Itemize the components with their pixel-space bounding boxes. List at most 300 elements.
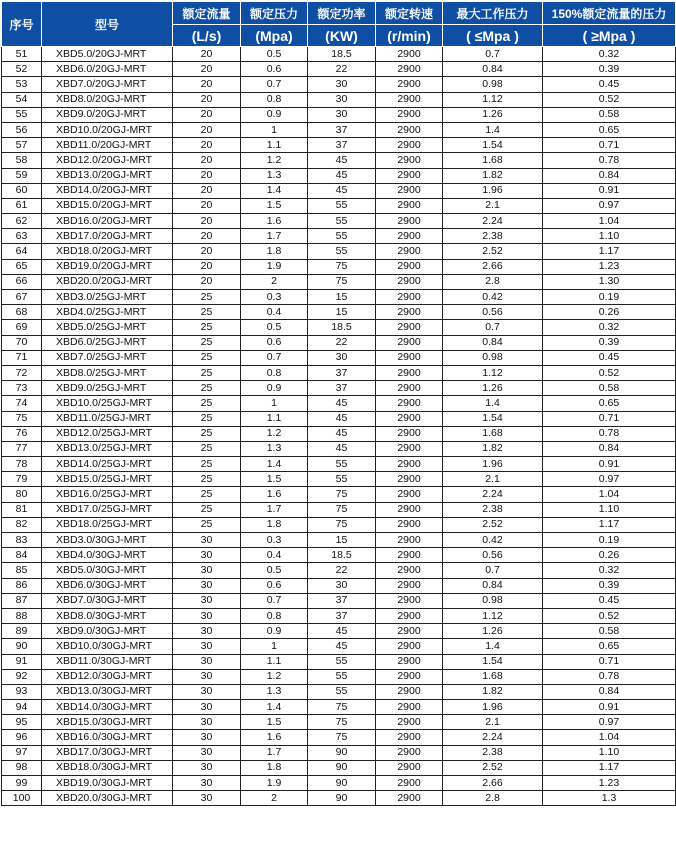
- table-row: [2, 426, 676, 441]
- cell-model: XBD9.0/20GJ-MRT: [42, 107, 173, 122]
- cell-power: 75: [308, 715, 376, 730]
- cell-power: 45: [308, 396, 376, 411]
- cell-pressure-150: 1.10: [543, 502, 676, 517]
- cell-pressure: 0.7: [241, 593, 308, 608]
- cell-pressure: 1.8: [241, 760, 308, 775]
- cell-speed: 2900: [376, 92, 443, 107]
- cell-pressure-150: 0.84: [543, 441, 676, 456]
- cell-pressure-150: 0.19: [543, 290, 676, 305]
- cell-power: 55: [308, 472, 376, 487]
- cell-pressure: 0.9: [241, 107, 308, 122]
- cell-power: 45: [308, 168, 376, 183]
- cell-power: 75: [308, 730, 376, 745]
- cell-power: 37: [308, 381, 376, 396]
- cell-max-pressure: 1.68: [443, 426, 543, 441]
- cell-flow: 30: [173, 745, 241, 760]
- cell-pressure: 1.2: [241, 153, 308, 168]
- cell-max-pressure: 2.24: [443, 214, 543, 229]
- cell-max-pressure: 0.98: [443, 593, 543, 608]
- cell-power: 30: [308, 578, 376, 593]
- cell-max-pressure: 0.56: [443, 305, 543, 320]
- cell-model: XBD6.0/25GJ-MRT: [42, 335, 173, 350]
- cell-power: 37: [308, 608, 376, 623]
- cell-speed: 2900: [376, 305, 443, 320]
- table-row: [2, 684, 676, 699]
- table-row: [2, 730, 676, 745]
- cell-speed: 2900: [376, 533, 443, 548]
- table-row: [2, 396, 676, 411]
- cell-model: XBD5.0/20GJ-MRT: [42, 47, 173, 62]
- cell-speed: 2900: [376, 684, 443, 699]
- table-row: [2, 62, 676, 77]
- table-row: [2, 198, 676, 213]
- cell-seq: 89: [2, 624, 42, 639]
- cell-model: XBD8.0/30GJ-MRT: [42, 608, 173, 623]
- cell-speed: 2900: [376, 198, 443, 213]
- cell-model: XBD18.0/30GJ-MRT: [42, 760, 173, 775]
- cell-model: XBD11.0/25GJ-MRT: [42, 411, 173, 426]
- cell-flow: 30: [173, 776, 241, 791]
- cell-model: XBD13.0/20GJ-MRT: [42, 168, 173, 183]
- cell-seq: 63: [2, 229, 42, 244]
- table-row: [2, 624, 676, 639]
- cell-pressure-150: 0.45: [543, 350, 676, 365]
- cell-max-pressure: 0.42: [443, 290, 543, 305]
- cell-seq: 81: [2, 502, 42, 517]
- cell-pressure: 1.3: [241, 684, 308, 699]
- cell-seq: 96: [2, 730, 42, 745]
- cell-pressure-150: 0.84: [543, 684, 676, 699]
- cell-pressure: 1.5: [241, 715, 308, 730]
- cell-max-pressure: 2.24: [443, 730, 543, 745]
- cell-pressure-150: 0.78: [543, 426, 676, 441]
- cell-model: XBD15.0/20GJ-MRT: [42, 198, 173, 213]
- table-row: [2, 168, 676, 183]
- cell-power: 15: [308, 290, 376, 305]
- cell-power: 55: [308, 244, 376, 259]
- cell-pressure-150: 0.52: [543, 92, 676, 107]
- header-power-unit: (KW): [308, 25, 376, 47]
- cell-seq: 65: [2, 259, 42, 274]
- table-row: [2, 517, 676, 532]
- cell-power: 55: [308, 229, 376, 244]
- cell-max-pressure: 0.84: [443, 62, 543, 77]
- cell-max-pressure: 2.38: [443, 229, 543, 244]
- cell-pressure: 0.5: [241, 320, 308, 335]
- cell-pressure: 0.9: [241, 381, 308, 396]
- cell-pressure-150: 0.97: [543, 715, 676, 730]
- table-row: [2, 791, 676, 806]
- table-row: [2, 365, 676, 380]
- cell-seq: 64: [2, 244, 42, 259]
- cell-flow: 30: [173, 578, 241, 593]
- cell-speed: 2900: [376, 700, 443, 715]
- table-row: [2, 411, 676, 426]
- cell-flow: 30: [173, 700, 241, 715]
- table-row: [2, 77, 676, 92]
- cell-flow: 30: [173, 760, 241, 775]
- cell-speed: 2900: [376, 381, 443, 396]
- cell-power: 45: [308, 624, 376, 639]
- cell-seq: 52: [2, 62, 42, 77]
- table-row: [2, 502, 676, 517]
- cell-max-pressure: 1.26: [443, 624, 543, 639]
- cell-pressure: 0.3: [241, 533, 308, 548]
- cell-pressure-150: 0.52: [543, 365, 676, 380]
- table-row: [2, 92, 676, 107]
- cell-model: XBD4.0/25GJ-MRT: [42, 305, 173, 320]
- cell-model: XBD15.0/25GJ-MRT: [42, 472, 173, 487]
- cell-max-pressure: 0.7: [443, 563, 543, 578]
- cell-speed: 2900: [376, 563, 443, 578]
- cell-flow: 20: [173, 92, 241, 107]
- cell-pressure: 0.8: [241, 92, 308, 107]
- cell-model: XBD17.0/25GJ-MRT: [42, 502, 173, 517]
- cell-seq: 73: [2, 381, 42, 396]
- cell-flow: 30: [173, 654, 241, 669]
- cell-speed: 2900: [376, 411, 443, 426]
- header-flow: 额定流量: [173, 2, 241, 25]
- cell-pressure: 0.6: [241, 335, 308, 350]
- cell-power: 75: [308, 700, 376, 715]
- cell-pressure-150: 0.78: [543, 153, 676, 168]
- cell-pressure-150: 0.32: [543, 563, 676, 578]
- cell-pressure-150: 0.91: [543, 700, 676, 715]
- table-row: [2, 548, 676, 563]
- cell-max-pressure: 1.96: [443, 457, 543, 472]
- cell-model: XBD11.0/20GJ-MRT: [42, 138, 173, 153]
- cell-max-pressure: 0.42: [443, 533, 543, 548]
- table-row: [2, 259, 676, 274]
- cell-max-pressure: 1.96: [443, 700, 543, 715]
- cell-flow: 25: [173, 441, 241, 456]
- cell-pressure: 1: [241, 122, 308, 137]
- table-row: [2, 472, 676, 487]
- cell-pressure: 2: [241, 791, 308, 806]
- cell-seq: 75: [2, 411, 42, 426]
- cell-pressure-150: 0.45: [543, 77, 676, 92]
- cell-model: XBD16.0/30GJ-MRT: [42, 730, 173, 745]
- cell-speed: 2900: [376, 138, 443, 153]
- cell-power: 22: [308, 563, 376, 578]
- cell-pressure-150: 1.23: [543, 259, 676, 274]
- cell-pressure: 1.6: [241, 487, 308, 502]
- cell-flow: 20: [173, 77, 241, 92]
- cell-max-pressure: 1.82: [443, 441, 543, 456]
- cell-model: XBD10.0/20GJ-MRT: [42, 122, 173, 137]
- cell-flow: 30: [173, 669, 241, 684]
- cell-power: 45: [308, 153, 376, 168]
- cell-power: 55: [308, 684, 376, 699]
- cell-max-pressure: 2.38: [443, 502, 543, 517]
- cell-pressure: 0.4: [241, 305, 308, 320]
- cell-seq: 88: [2, 608, 42, 623]
- cell-flow: 30: [173, 715, 241, 730]
- cell-speed: 2900: [376, 517, 443, 532]
- cell-seq: 99: [2, 776, 42, 791]
- cell-model: XBD14.0/30GJ-MRT: [42, 700, 173, 715]
- header-max-pressure-unit: ( ≤Mpa ): [443, 25, 543, 47]
- cell-pressure-150: 0.39: [543, 578, 676, 593]
- cell-pressure-150: 1.17: [543, 517, 676, 532]
- cell-max-pressure: 0.7: [443, 320, 543, 335]
- cell-pressure: 1.9: [241, 776, 308, 791]
- cell-max-pressure: 1.4: [443, 396, 543, 411]
- cell-pressure: 1.6: [241, 214, 308, 229]
- table-row: [2, 153, 676, 168]
- cell-pressure: 1.2: [241, 426, 308, 441]
- cell-pressure-150: 0.97: [543, 198, 676, 213]
- cell-speed: 2900: [376, 639, 443, 654]
- header-max-pressure: 最大工作压力: [443, 2, 543, 25]
- cell-model: XBD14.0/25GJ-MRT: [42, 457, 173, 472]
- cell-pressure: 1.1: [241, 138, 308, 153]
- table-row: [2, 229, 676, 244]
- cell-power: 30: [308, 92, 376, 107]
- cell-flow: 30: [173, 548, 241, 563]
- cell-power: 22: [308, 62, 376, 77]
- cell-pressure-150: 1.23: [543, 776, 676, 791]
- table-header: [2, 2, 676, 47]
- cell-max-pressure: 2.52: [443, 517, 543, 532]
- cell-seq: 70: [2, 335, 42, 350]
- cell-pressure: 0.9: [241, 624, 308, 639]
- table-row: [2, 654, 676, 669]
- cell-seq: 84: [2, 548, 42, 563]
- cell-power: 45: [308, 639, 376, 654]
- cell-max-pressure: 1.96: [443, 183, 543, 198]
- cell-speed: 2900: [376, 654, 443, 669]
- cell-speed: 2900: [376, 274, 443, 289]
- cell-pressure-150: 0.26: [543, 548, 676, 563]
- cell-seq: 77: [2, 441, 42, 456]
- cell-model: XBD4.0/30GJ-MRT: [42, 548, 173, 563]
- cell-speed: 2900: [376, 715, 443, 730]
- cell-pressure: 1.4: [241, 183, 308, 198]
- table-row: [2, 639, 676, 654]
- cell-pressure: 1.1: [241, 654, 308, 669]
- cell-flow: 20: [173, 274, 241, 289]
- table-row: [2, 335, 676, 350]
- cell-pressure-150: 0.91: [543, 457, 676, 472]
- cell-pressure-150: 0.65: [543, 639, 676, 654]
- table-row: [2, 290, 676, 305]
- cell-model: XBD7.0/30GJ-MRT: [42, 593, 173, 608]
- cell-power: 55: [308, 198, 376, 213]
- cell-flow: 25: [173, 457, 241, 472]
- pump-spec-table: [1, 1, 676, 806]
- cell-power: 37: [308, 122, 376, 137]
- cell-flow: 25: [173, 350, 241, 365]
- cell-pressure: 1.9: [241, 259, 308, 274]
- cell-max-pressure: 1.4: [443, 639, 543, 654]
- cell-seq: 68: [2, 305, 42, 320]
- cell-max-pressure: 2.1: [443, 472, 543, 487]
- cell-max-pressure: 1.12: [443, 92, 543, 107]
- cell-seq: 66: [2, 274, 42, 289]
- table-row: [2, 244, 676, 259]
- cell-speed: 2900: [376, 62, 443, 77]
- header-flow-unit: (L/s): [173, 25, 241, 47]
- cell-seq: 67: [2, 290, 42, 305]
- cell-flow: 20: [173, 259, 241, 274]
- cell-flow: 30: [173, 624, 241, 639]
- cell-model: XBD7.0/20GJ-MRT: [42, 77, 173, 92]
- cell-speed: 2900: [376, 214, 443, 229]
- cell-power: 37: [308, 593, 376, 608]
- cell-max-pressure: 1.26: [443, 107, 543, 122]
- table-row: [2, 593, 676, 608]
- cell-max-pressure: 1.12: [443, 365, 543, 380]
- cell-speed: 2900: [376, 441, 443, 456]
- cell-max-pressure: 1.82: [443, 684, 543, 699]
- cell-model: XBD18.0/25GJ-MRT: [42, 517, 173, 532]
- cell-pressure: 1.4: [241, 457, 308, 472]
- table-row: [2, 457, 676, 472]
- cell-model: XBD9.0/30GJ-MRT: [42, 624, 173, 639]
- cell-power: 45: [308, 441, 376, 456]
- cell-power: 45: [308, 426, 376, 441]
- cell-flow: 20: [173, 62, 241, 77]
- cell-model: XBD6.0/20GJ-MRT: [42, 62, 173, 77]
- table-row: [2, 274, 676, 289]
- cell-speed: 2900: [376, 730, 443, 745]
- cell-pressure-150: 0.19: [543, 533, 676, 548]
- cell-pressure-150: 0.84: [543, 168, 676, 183]
- table-row: [2, 745, 676, 760]
- cell-model: XBD16.0/25GJ-MRT: [42, 487, 173, 502]
- cell-seq: 69: [2, 320, 42, 335]
- cell-speed: 2900: [376, 168, 443, 183]
- cell-power: 30: [308, 350, 376, 365]
- cell-pressure: 1.5: [241, 472, 308, 487]
- cell-flow: 30: [173, 533, 241, 548]
- cell-pressure-150: 0.32: [543, 320, 676, 335]
- cell-seq: 80: [2, 487, 42, 502]
- cell-speed: 2900: [376, 350, 443, 365]
- cell-power: 75: [308, 487, 376, 502]
- cell-model: XBD13.0/25GJ-MRT: [42, 441, 173, 456]
- cell-power: 90: [308, 791, 376, 806]
- cell-max-pressure: 0.84: [443, 578, 543, 593]
- cell-flow: 30: [173, 684, 241, 699]
- cell-flow: 25: [173, 365, 241, 380]
- cell-model: XBD10.0/30GJ-MRT: [42, 639, 173, 654]
- cell-flow: 25: [173, 502, 241, 517]
- cell-pressure-150: 0.39: [543, 62, 676, 77]
- cell-power: 15: [308, 305, 376, 320]
- cell-flow: 25: [173, 472, 241, 487]
- cell-max-pressure: 2.1: [443, 198, 543, 213]
- cell-model: XBD7.0/25GJ-MRT: [42, 350, 173, 365]
- cell-power: 30: [308, 77, 376, 92]
- cell-model: XBD17.0/30GJ-MRT: [42, 745, 173, 760]
- cell-max-pressure: 0.7: [443, 47, 543, 62]
- table-row: [2, 122, 676, 137]
- cell-pressure: 0.7: [241, 77, 308, 92]
- cell-power: 45: [308, 183, 376, 198]
- cell-speed: 2900: [376, 548, 443, 563]
- cell-seq: 97: [2, 745, 42, 760]
- table-row: [2, 183, 676, 198]
- cell-max-pressure: 0.56: [443, 548, 543, 563]
- cell-pressure: 0.4: [241, 548, 308, 563]
- table-row: [2, 107, 676, 122]
- cell-seq: 54: [2, 92, 42, 107]
- cell-seq: 85: [2, 563, 42, 578]
- cell-power: 30: [308, 107, 376, 122]
- cell-power: 55: [308, 214, 376, 229]
- cell-flow: 25: [173, 396, 241, 411]
- cell-pressure: 0.5: [241, 47, 308, 62]
- cell-pressure-150: 0.45: [543, 593, 676, 608]
- cell-speed: 2900: [376, 153, 443, 168]
- table-row: [2, 320, 676, 335]
- cell-seq: 100: [2, 791, 42, 806]
- cell-speed: 2900: [376, 320, 443, 335]
- cell-pressure: 1.2: [241, 669, 308, 684]
- cell-model: XBD19.0/20GJ-MRT: [42, 259, 173, 274]
- cell-pressure: 1.7: [241, 229, 308, 244]
- cell-speed: 2900: [376, 669, 443, 684]
- table-row: [2, 669, 676, 684]
- cell-pressure-150: 0.58: [543, 107, 676, 122]
- cell-flow: 25: [173, 381, 241, 396]
- header-speed-unit: (r/min): [376, 25, 443, 47]
- header-pressure-150: 150%额定流量的压力: [543, 2, 676, 25]
- cell-speed: 2900: [376, 502, 443, 517]
- cell-model: XBD15.0/30GJ-MRT: [42, 715, 173, 730]
- table-row: [2, 533, 676, 548]
- cell-speed: 2900: [376, 335, 443, 350]
- cell-flow: 20: [173, 183, 241, 198]
- table-body: [2, 47, 676, 806]
- cell-model: XBD13.0/30GJ-MRT: [42, 684, 173, 699]
- cell-speed: 2900: [376, 608, 443, 623]
- cell-pressure-150: 0.71: [543, 411, 676, 426]
- cell-max-pressure: 2.8: [443, 791, 543, 806]
- cell-speed: 2900: [376, 472, 443, 487]
- cell-pressure: 1.7: [241, 502, 308, 517]
- header-model: 型号: [42, 2, 173, 47]
- cell-speed: 2900: [376, 244, 443, 259]
- cell-flow: 30: [173, 593, 241, 608]
- cell-speed: 2900: [376, 593, 443, 608]
- table-row: [2, 760, 676, 775]
- cell-flow: 25: [173, 411, 241, 426]
- cell-model: XBD14.0/20GJ-MRT: [42, 183, 173, 198]
- cell-flow: 25: [173, 487, 241, 502]
- cell-seq: 92: [2, 669, 42, 684]
- cell-model: XBD20.0/30GJ-MRT: [42, 791, 173, 806]
- cell-pressure-150: 0.91: [543, 183, 676, 198]
- cell-pressure-150: 0.58: [543, 624, 676, 639]
- table-row: [2, 487, 676, 502]
- cell-max-pressure: 1.26: [443, 381, 543, 396]
- cell-flow: 25: [173, 335, 241, 350]
- cell-pressure-150: 0.26: [543, 305, 676, 320]
- cell-power: 55: [308, 669, 376, 684]
- cell-pressure-150: 0.39: [543, 335, 676, 350]
- cell-pressure: 2: [241, 274, 308, 289]
- cell-power: 15: [308, 533, 376, 548]
- cell-flow: 20: [173, 229, 241, 244]
- cell-seq: 82: [2, 517, 42, 532]
- header-pressure-unit: (Mpa): [241, 25, 308, 47]
- cell-pressure-150: 1.30: [543, 274, 676, 289]
- cell-pressure: 1: [241, 639, 308, 654]
- cell-seq: 90: [2, 639, 42, 654]
